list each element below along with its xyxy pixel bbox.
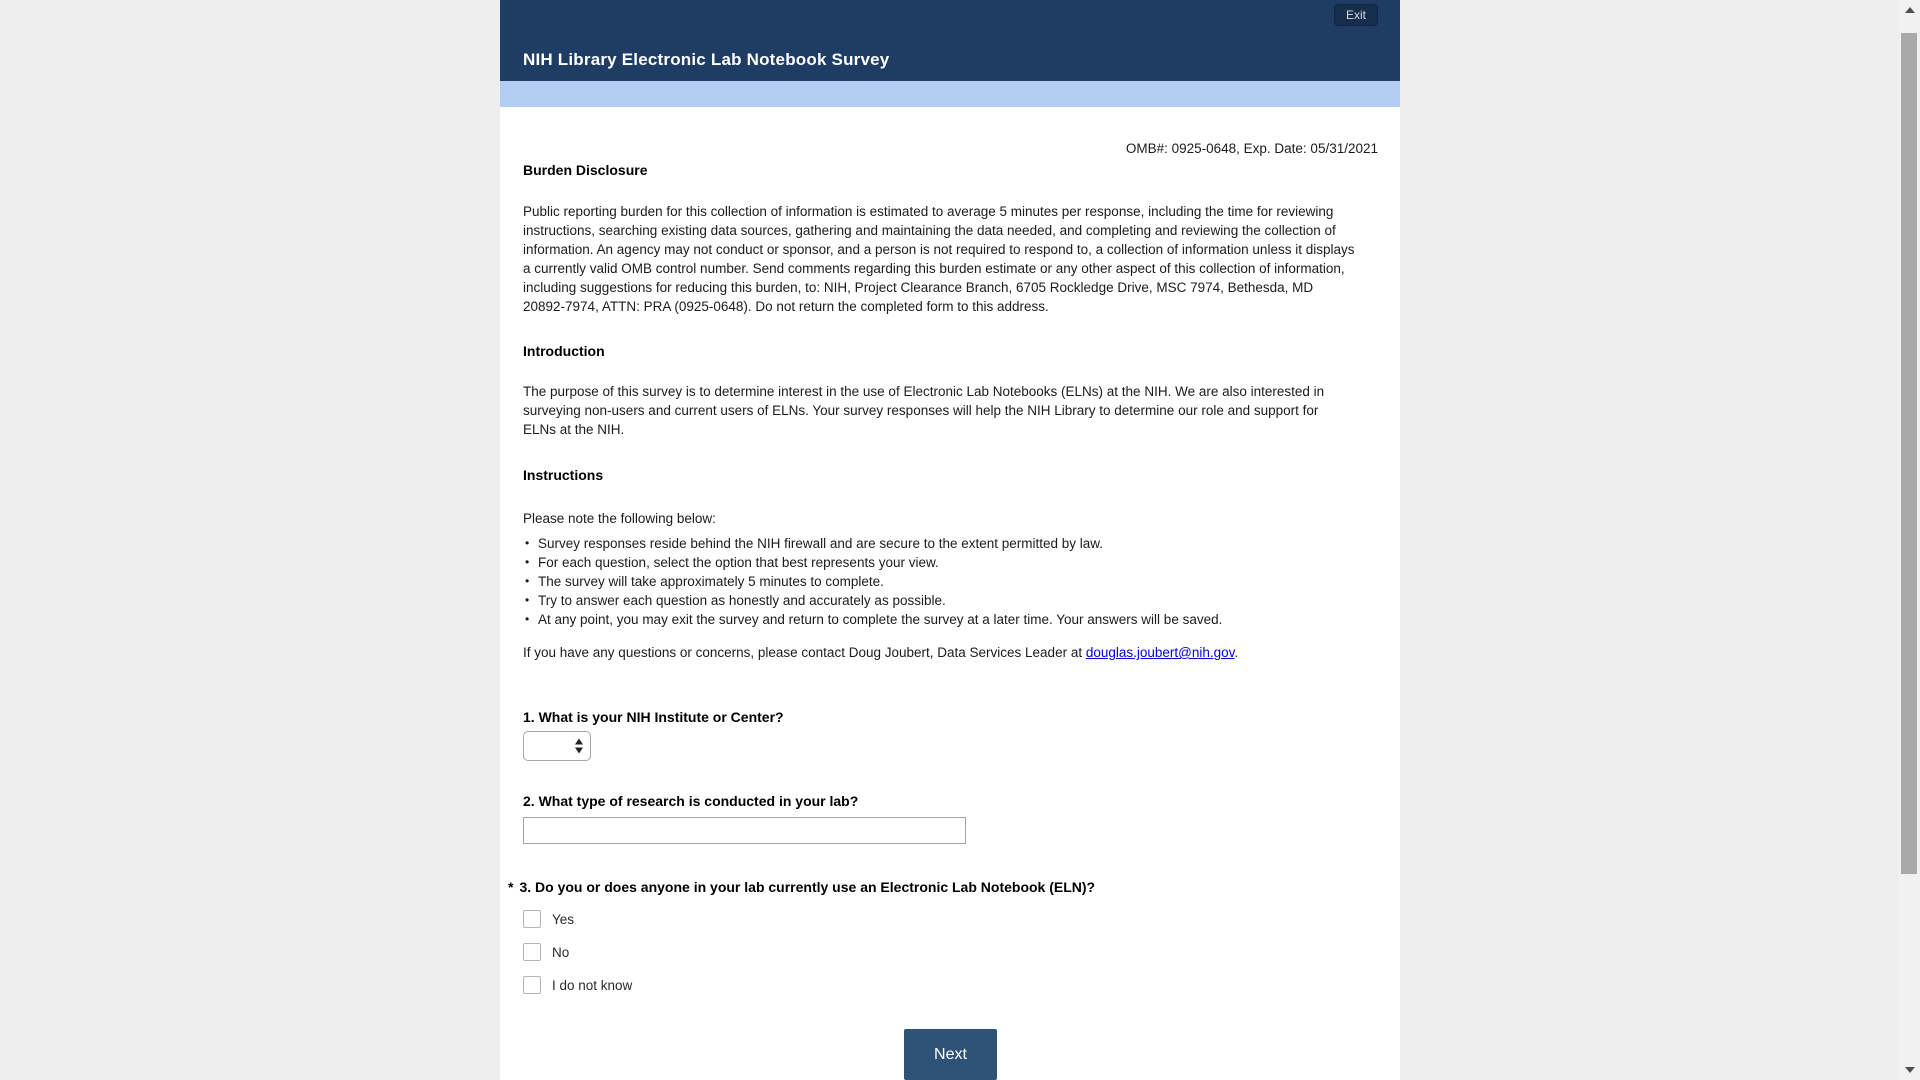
question-2-label: 2. What type of research is conducted in your lab? xyxy=(523,793,859,809)
survey-header xyxy=(500,0,1400,81)
question-3-label-row xyxy=(508,879,1378,895)
contact-line xyxy=(523,643,1355,662)
scroll-down-button[interactable] xyxy=(1899,1062,1920,1078)
scroll-down-icon xyxy=(1905,1067,1915,1073)
instruction-bullet: • Survey responses reside behind the NIH firewall and are secure to the extent permitted by law. xyxy=(523,534,1355,553)
checkbox-yes-label: Yes xyxy=(552,911,575,927)
next-button-row xyxy=(523,1029,1378,1080)
checkbox-i-do-not-know-label: I do not know xyxy=(552,977,633,993)
burden-disclosure-heading: Burden Disclosure xyxy=(523,162,648,178)
instructions-heading: Instructions xyxy=(523,467,604,483)
instructions-bullet-list xyxy=(523,534,1355,629)
checkbox-no-label: No xyxy=(552,944,570,960)
burden-disclosure-text: Public reporting burden for this collection of information is estimated to average 5 minutes per response, including the time for reviewing instructions, searching existing data sources, gathering and maintaining the data needed, and completing and reviewing the collection of information. An agency may not conduct or sponsor, and a person is not required to respond to, a collection of information unless it displays a currently valid OMB control number. Send comments regarding this burden estimate or any other aspect of this collection of information, including suggestions for reducing this burden, to: NIH, Project Clearance Branch, 6705 Rockledge Drive, MSC 7974, Bethesda, MD 20892-7974, ATTN: PRA (0925-0648). Do not return the completed form to this address. xyxy=(523,204,1355,314)
header-accent-bar xyxy=(500,81,1400,107)
survey-form xyxy=(500,0,1400,1080)
instructions-intro-text: Please note the following below: xyxy=(523,511,716,526)
next-button[interactable]: Next xyxy=(904,1029,997,1080)
contact-email-link[interactable]: douglas.joubert@nih.gov xyxy=(1085,645,1235,660)
checkbox-no[interactable] xyxy=(523,943,541,961)
research-type-input[interactable] xyxy=(523,817,966,844)
question-3-options xyxy=(523,910,1378,994)
introduction-text: The purpose of this survey is to determine interest in the use of Electronic Lab Notebooks (ELNs) at the NIH. We are also interested in surveying non-users and current users of ELNs. Your survey responses will help the NIH Library to determine our role and support for ELNs at the NIH. xyxy=(523,384,1325,437)
spinner-up-icon xyxy=(575,739,583,745)
scrollbar-thumb[interactable] xyxy=(1901,33,1917,874)
question-1-label: 1. What is your NIH Institute or Center? xyxy=(523,709,784,725)
institute-select[interactable] xyxy=(523,731,591,761)
scroll-up-button[interactable] xyxy=(1899,2,1920,18)
checkbox-yes[interactable] xyxy=(523,910,541,928)
checkbox-i-do-not-know[interactable] xyxy=(523,976,541,994)
required-marker: * xyxy=(508,879,514,895)
introduction-heading: Introduction xyxy=(523,343,605,359)
contact-text-suffix: . xyxy=(1234,645,1239,660)
option-row-no[interactable] xyxy=(523,943,1378,961)
scroll-up-icon xyxy=(1905,7,1915,13)
survey-content xyxy=(500,107,1400,1080)
instruction-bullet: • Try to answer each question as honestly and accurately as possible. xyxy=(523,591,1355,610)
exit-button[interactable]: Exit xyxy=(1334,4,1378,26)
contact-text-prefix: If you have any questions or concerns, please contact Doug Joubert, Data Services Leader at xyxy=(523,645,1086,660)
option-row-yes[interactable] xyxy=(523,910,1378,928)
vertical-scrollbar[interactable] xyxy=(1899,0,1920,1080)
option-row-i-do-not-know[interactable] xyxy=(523,976,1378,994)
instruction-bullet: • At any point, you may exit the survey and return to complete the survey at a later time. Your answers will be saved. xyxy=(523,610,1355,629)
instruction-bullet: • For each question, select the option that best represents your view. xyxy=(523,553,1355,572)
omb-disclosure-line: OMB#: 0925-0648, Exp. Date: 05/31/2021 xyxy=(1125,141,1378,156)
question-3-label: 3. Do you or does anyone in your lab currently use an Electronic Lab Notebook (ELN)? xyxy=(519,879,1096,895)
instruction-bullet: • The survey will take approximately 5 minutes to complete. xyxy=(523,572,1355,591)
spinner-down-icon xyxy=(575,748,583,754)
page-title: NIH Library Electronic Lab Notebook Survey xyxy=(523,50,890,69)
select-spinner-arrows-icon xyxy=(575,739,583,754)
